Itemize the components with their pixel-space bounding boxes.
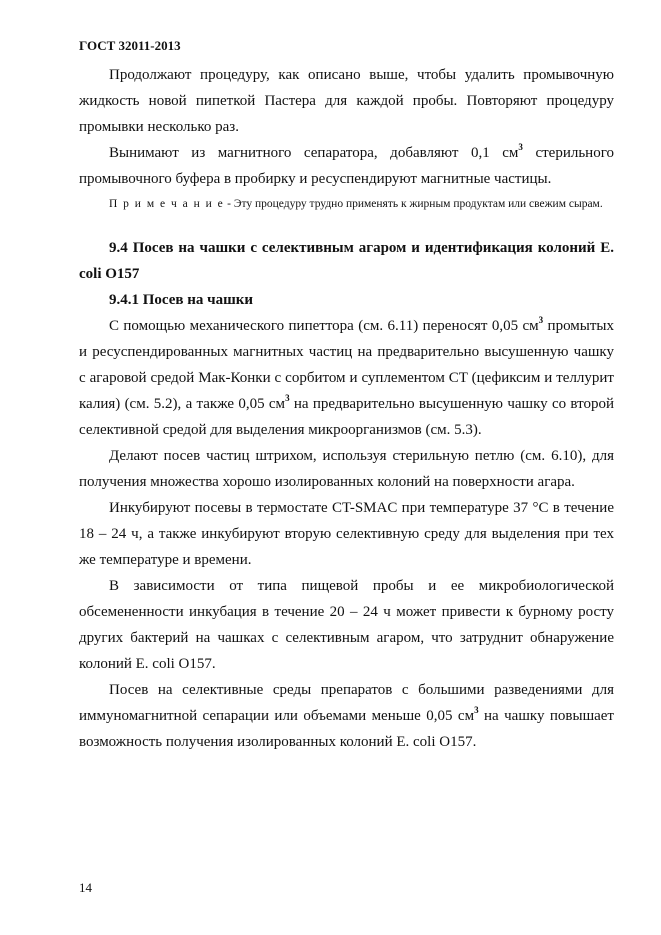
subsection-heading: 9.4.1 Посев на чашки — [109, 292, 254, 308]
paragraph-6: В зависимости от типа пищевой пробы и ее микробиологической обсемененности инкубация в течение 20 – 24 ч может привести к бурному росту других бактерий на чашках с селективным агаром, что затруднит обнаружение колоний E. coli O157. — [79, 578, 614, 672]
paragraph-1: Продолжают процедуру, как описано выше, чтобы удалить промывочную жидкость новой пипеткой Пастера для каждой пробы. Повторяют процедуру промывки несколько раз. — [79, 67, 614, 135]
paragraph-5: Инкубируют посевы в термостате CT-SMAC при температуре 37 °С в течение 18 – 24 ч, а также инкубируют вторую селективную среду для выделения при тех же температуре и времени. — [79, 500, 614, 568]
page-body — [79, 62, 614, 755]
paragraph-3-part-c: на предварительно высушенную чашку со второй селективной средой для выделения микроорганизмов (см. 5.3). — [79, 396, 615, 438]
paragraph-2 — [79, 140, 614, 192]
page-number: 14 — [79, 880, 92, 895]
note-label: П р и м е ч а н и е — [109, 198, 225, 210]
paragraph-3 — [79, 313, 614, 443]
note-text: - Эту процедуру трудно применять к жирным продуктам или свежим сырам. — [224, 198, 603, 210]
document-header: ГОСТ 32011-2013 — [79, 38, 181, 53]
superscript: 3 — [538, 315, 544, 325]
paragraph-4: Делают посев частиц штрихом, используя стерильную петлю (см. 6.10), для получения множества хорошо изолированных колоний на поверхности агара. — [79, 448, 614, 490]
note — [79, 192, 614, 217]
paragraph-2-part-b: стерильного промывочного буфера в пробирку и ресуспендируют магнитные частицы. — [79, 145, 614, 187]
section-heading: 9.4 Посев на чашки с селективным агаром и идентификация колоний E. coli O157 — [79, 240, 614, 282]
paragraph-7-part-a: Посев на селективные среды препаратов с большими разведениями для иммуномагнитной сепарации или объемами меньше 0,05 см — [79, 682, 614, 724]
paragraph-3-part-a: С помощью механического пипеттора (см. 6.11) переносят 0,05 см — [109, 318, 539, 334]
superscript: 3 — [474, 705, 479, 715]
paragraph-7 — [79, 677, 614, 755]
paragraph-3-part-b: промытых и ресуспендированных магнитных частиц на предварительно высушенную чашку с агаровой средой Мак-Конки с сорбитом и суплементом CT (цефиксим и теллурит калия) (см. 5.2), а также 0,05 см — [79, 318, 614, 412]
spacer — [79, 217, 614, 235]
paragraph-2-part-a: Вынимают из магнитного сепаратора, добавляют 0,1 см — [109, 145, 519, 161]
superscript: 3 — [285, 393, 290, 403]
paragraph-7-part-b: на чашку повышает возможность получения изолированных колоний E. coli O157. — [79, 708, 614, 750]
superscript: 3 — [518, 142, 523, 152]
